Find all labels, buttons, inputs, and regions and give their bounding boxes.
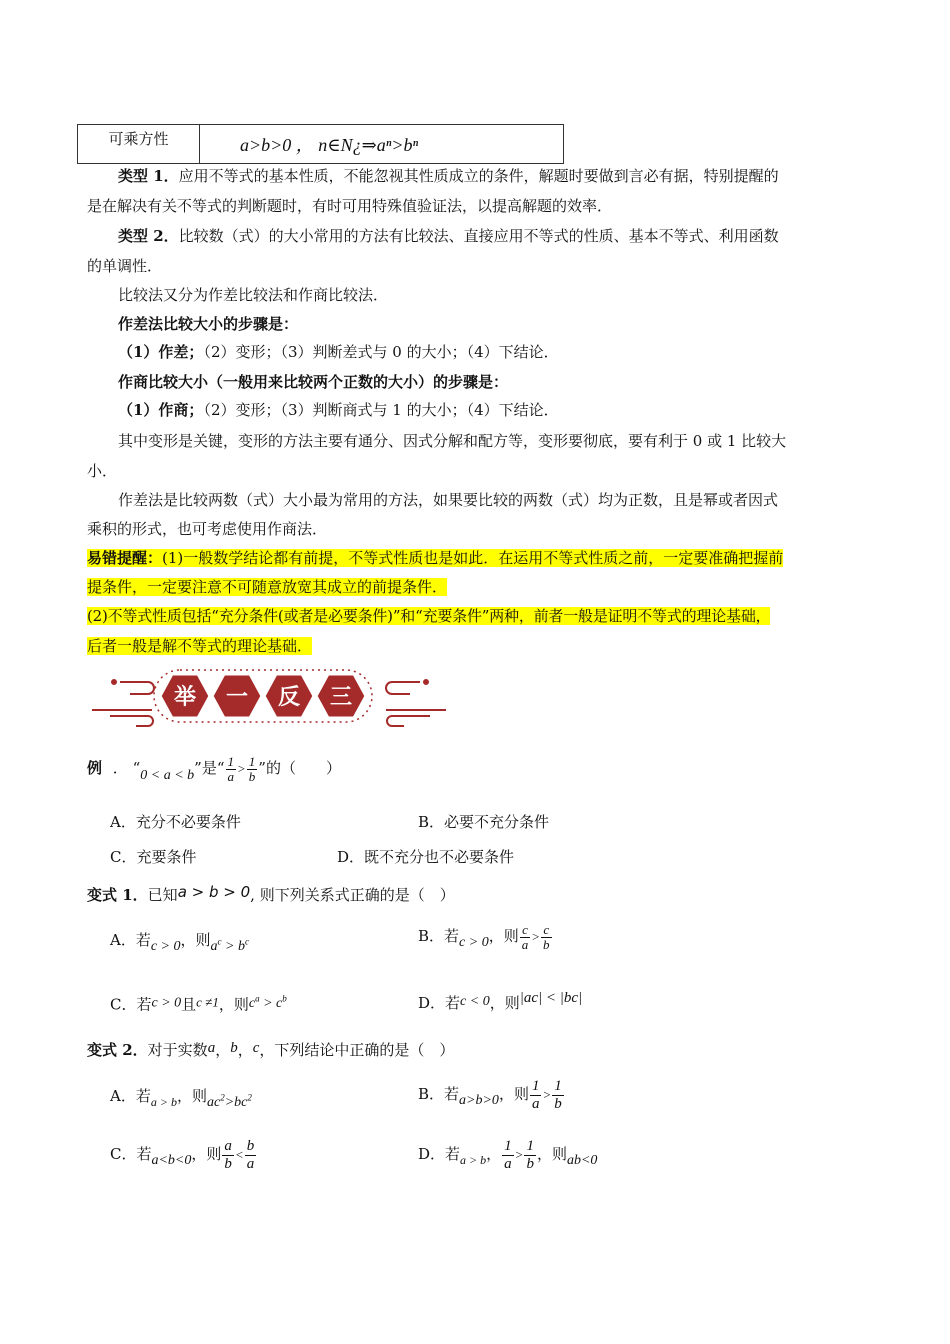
v2c-d2: a: [246, 1155, 255, 1172]
v1b-n1: c: [520, 923, 531, 938]
v2b-cond: a>b>0: [459, 1093, 499, 1108]
example-option-d[interactable]: D．既不充分也不必要条件: [337, 848, 515, 866]
v2c-lt: <: [234, 1147, 244, 1162]
table-formula-cell: [200, 125, 564, 164]
v2c-pre: C．若: [110, 1145, 152, 1163]
v2c-d1: b: [224, 1155, 232, 1172]
variant2-option-c[interactable]: [110, 1132, 257, 1183]
variant1-q-post: , 则下列关系式正确的是（ ）: [250, 886, 455, 904]
v2b-gt: >: [542, 1087, 552, 1102]
v1a-sup1: c: [217, 936, 222, 947]
v1a-res-a: a: [210, 939, 218, 954]
quot-steps-line: [118, 398, 559, 422]
v1c-cond2: c ≠1: [196, 994, 219, 1010]
example-gt: >: [237, 761, 246, 776]
v1a-cond: c > 0: [150, 939, 181, 954]
table-formula: a>b>0 ， n∈N¿⇒aⁿ>bⁿ: [240, 135, 419, 155]
v1c-mid: ，则: [218, 995, 249, 1014]
v1b-cond: c > 0: [459, 935, 489, 950]
variant1-label: 变式 1．: [87, 886, 148, 904]
v2d-mid: ，则: [536, 1145, 567, 1163]
transform-note-line1: 其中变形是关键，变形的方法主要有通分、因式分解和配方等，变形要彻底，要有利于 0 或 1 比较大: [118, 432, 787, 450]
v1c-and: 且: [181, 995, 197, 1014]
diff-steps-title: 作差法比较大小的步骤是：: [118, 315, 299, 333]
v1b-n2: c: [541, 923, 552, 938]
v2b-n1: 1: [531, 1077, 540, 1094]
v2c-mid: ，则: [191, 1145, 222, 1163]
example-dot: ．: [112, 759, 128, 777]
variant1-option-d[interactable]: [418, 980, 582, 1021]
variant1-q-pre: 已知: [147, 886, 178, 904]
warning-line1: [87, 546, 783, 570]
v1d-mid: ，则: [489, 994, 520, 1012]
diff-steps-rest: （2）变形；（3）判断差式与 0 的大小；（4）下结论．: [203, 343, 559, 361]
v2d-d1: a: [504, 1155, 512, 1172]
v2a-pre: A．若: [110, 1087, 151, 1105]
example-option-b[interactable]: B．必要不充分条件: [418, 813, 550, 831]
property-table: [77, 124, 564, 164]
banner-right-ornament: [386, 680, 446, 726]
variant1-question: [87, 880, 455, 907]
banner-char-1: 举: [173, 685, 197, 710]
warning-line4: [87, 634, 312, 658]
variant2-sep2: ，: [237, 1041, 253, 1059]
v2c-n2: b: [246, 1137, 255, 1154]
type1-text2: 是在解决有关不等式的判断题时，有时可用特殊值验证法，以提高解题的效率．: [87, 197, 613, 215]
example-frac1-num: 1: [227, 753, 235, 769]
quotient-note-line2: 乘积的形式，也可考虑使用作商法．: [87, 520, 328, 538]
v1a-sup2: c: [244, 936, 249, 947]
v1c-pre: C．若: [110, 995, 152, 1014]
variant2-q-post: ，下列结论中正确的是（ ）: [259, 1041, 455, 1059]
variant2-var-b: b: [230, 1040, 238, 1056]
example-frac1-den: a: [227, 768, 235, 784]
variant1-option-a[interactable]: [110, 922, 249, 965]
type2-text2: 的单调性．: [87, 257, 163, 275]
example-condition: 0 < a < b: [140, 768, 195, 783]
variant2-sep1: ，: [215, 1041, 231, 1059]
v1d-res: |ac| < |bc|: [519, 990, 583, 1006]
example-option-a[interactable]: A．充分不必要条件: [110, 813, 241, 831]
example-quote-open: “: [132, 759, 141, 777]
example-frac2-den: b: [248, 768, 256, 784]
v1a-gt: > b: [221, 939, 245, 954]
example-quote-end: ”的（ ）: [258, 759, 341, 777]
v2b-d2: b: [554, 1095, 562, 1112]
warning-text4: 后者一般是解不等式的理论基础．: [87, 637, 313, 655]
example-quote-mid: ”是“: [194, 759, 225, 777]
v1c-cond1: c > 0: [151, 995, 182, 1011]
v2d-gt: >: [514, 1147, 524, 1162]
variant2-var-a: a: [207, 1040, 216, 1056]
v2d-pre: D．若: [418, 1145, 461, 1163]
v2d-cond: a > b: [460, 1153, 487, 1167]
v2b-n2: 1: [554, 1077, 562, 1094]
warning-line2: [87, 575, 447, 599]
compare-methods-text: 比较法又分为作差比较法和作商比较法．: [118, 286, 389, 304]
v2a-sq1: 2: [220, 1092, 225, 1103]
example-label: 例: [87, 759, 103, 777]
type2-paragraph-line1: [118, 224, 779, 248]
warning-line3: [87, 604, 770, 628]
banner-char-2: 一: [225, 685, 249, 710]
variant2-label: 变式 2．: [87, 1041, 148, 1059]
diff-step1: （1）作差；: [118, 343, 204, 361]
variant2-option-b[interactable]: [418, 1072, 565, 1123]
variant1-option-c[interactable]: [110, 980, 287, 1023]
banner-char-4: 三: [329, 685, 353, 710]
v2c-n1: a: [224, 1137, 232, 1154]
v1d-cond: c < 0: [460, 994, 490, 1009]
v1a-pre: A．若: [110, 931, 151, 949]
v1d-pre: D．若: [418, 994, 461, 1012]
v1a-mid: ，则: [180, 931, 211, 949]
warning-label: 易错提醒：: [87, 549, 163, 567]
v2a-cond: a > b: [150, 1095, 177, 1109]
v1c-sup-a: a: [255, 993, 260, 1003]
v1b-mid: ，则: [488, 927, 519, 945]
v1c-res-a: c: [248, 995, 256, 1011]
v1b-gt: >: [531, 929, 540, 944]
quot-steps-rest: （2）变形；（3）判断商式与 1 的大小；（4）下结论．: [203, 401, 559, 419]
variant1-option-b[interactable]: [418, 916, 553, 963]
type1-title: 类型 1．: [118, 167, 179, 185]
v1c-gt: > c: [259, 995, 283, 1011]
v2b-mid: ，则: [498, 1085, 529, 1103]
v1b-pre: B．若: [418, 927, 460, 945]
v1b-d1: a: [521, 936, 529, 952]
v2d-n1: 1: [504, 1137, 512, 1154]
v2c-cond: a<b<0: [151, 1153, 192, 1168]
variant1-condition: a > b > 0: [177, 883, 251, 901]
type2-title: 类型 2．: [118, 227, 179, 245]
quot-steps-title: 作商比较大小（一般用来比较两个正数的大小）的步骤是：: [118, 373, 509, 391]
example-frac2-num: 1: [248, 753, 256, 769]
warning-text1: (1)一般数学结论都有前提，不等式性质也是如此．在运用不等式性质之前，一定要准确把握前: [162, 549, 784, 567]
banner-left-ornament: [92, 680, 154, 726]
warning-highlight-1: [87, 549, 783, 567]
v2d-n2: 1: [526, 1137, 534, 1154]
transform-note-line2: 小．: [87, 462, 118, 480]
v2a-gt: >bc: [224, 1095, 248, 1110]
v2a-res1: ac: [206, 1095, 221, 1110]
example-option-c[interactable]: C．充要条件: [110, 848, 197, 866]
banner-char-3: 反: [277, 685, 301, 710]
quotient-note-line1: 作差法是比较两数（式）大小最为常用的方法，如果要比较的两数（式）均为正数，且是幂或者因式: [118, 491, 779, 509]
variant2-question: [87, 1036, 454, 1062]
quot-step1: （1）作商；: [118, 401, 204, 419]
variant2-var-c: c: [252, 1040, 260, 1056]
diff-steps-line: [118, 340, 559, 364]
v2d-d2: b: [526, 1155, 534, 1172]
v2a-sq2: 2: [247, 1092, 252, 1103]
type2-text1: 比较数（式）的大小常用的方法有比较法、直接应用不等式的性质、基本不等式、利用函数: [178, 227, 779, 245]
v2b-pre: B．若: [418, 1085, 460, 1103]
type1-paragraph-line1: [118, 164, 779, 188]
table-label-cell: [78, 125, 200, 164]
v2d-res: ab<0: [566, 1153, 598, 1168]
type1-text1: 应用不等式的基本性质，不能忽视其性质成立的条件，解题时要做到言必有据，特别提醒的: [178, 167, 779, 185]
practice-banner: [90, 668, 450, 728]
variant2-option-d[interactable]: [418, 1132, 597, 1183]
v1c-sup-b: b: [282, 993, 287, 1003]
table-label: 可乘方性: [108, 130, 169, 148]
warning-text3: (2)不等式性质包括“充分条件(或者是必要条件)”和“充要条件”两种，前者一般是证明不等式的理论基础，: [87, 607, 771, 625]
variant2-option-a[interactable]: [110, 1078, 252, 1121]
v2b-d1: a: [531, 1095, 540, 1112]
warning-text2: 提条件，一定要注意不可随意放宽其成立的前提条件．: [87, 578, 448, 596]
v2d-sep: ，: [486, 1145, 502, 1163]
v2a-mid: ，则: [176, 1087, 207, 1105]
v1b-d2: b: [543, 936, 550, 952]
variant2-q-pre: 对于实数: [147, 1041, 208, 1059]
example-question: [87, 748, 341, 796]
